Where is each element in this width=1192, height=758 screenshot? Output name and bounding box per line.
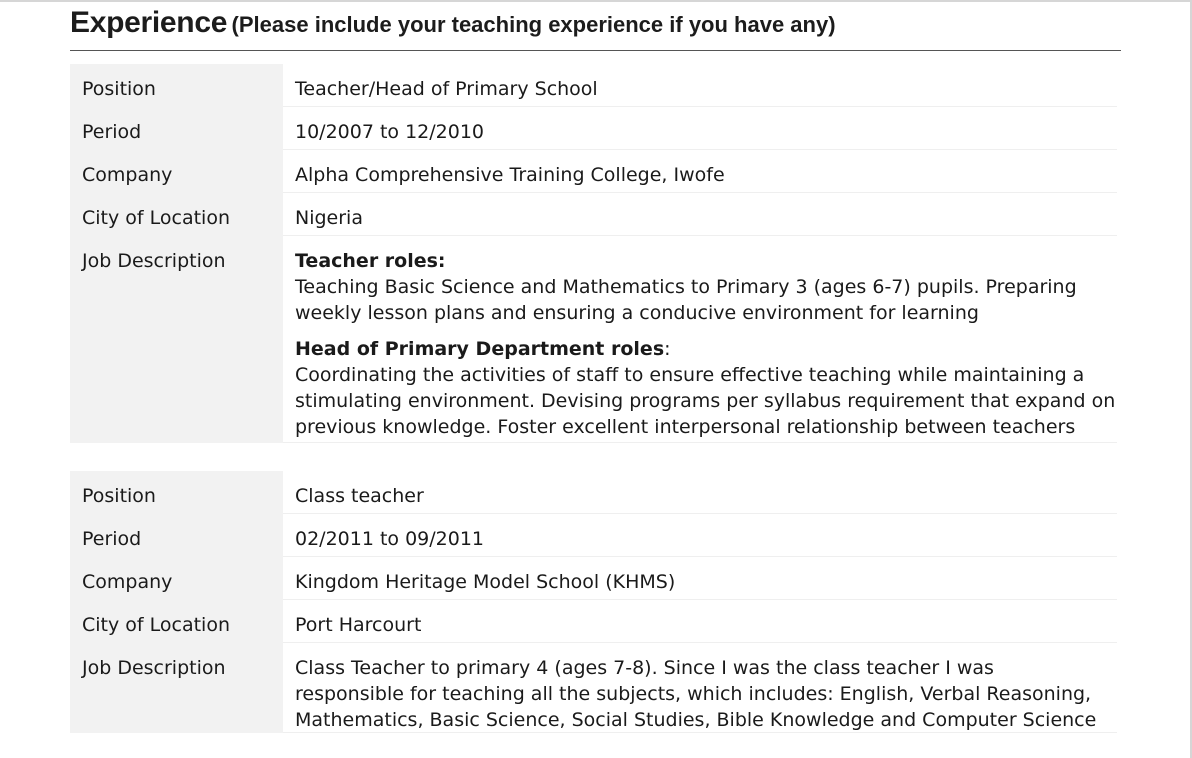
label-city: City of Location — [70, 600, 283, 643]
value-company: Alpha Comprehensive Training College, Iwofe — [283, 150, 1117, 193]
label-position: Position — [70, 64, 283, 107]
row-company — [70, 150, 1117, 193]
value-job-description — [283, 236, 1117, 443]
description-line: Teaching Basic Science and Mathematics to Primary 3 (ages 6-7) pupils. Preparing — [295, 276, 1077, 298]
value-period: 02/2011 to 09/2011 — [283, 514, 1117, 557]
description-line: Mathematics, Basic Science, Social Studies, Bible Knowledge and Computer Science — [295, 709, 1097, 731]
value-period: 10/2007 to 12/2010 — [283, 107, 1117, 150]
row-period — [70, 514, 1117, 557]
role-title: Teacher roles: — [295, 250, 446, 272]
value-job-description — [283, 643, 1117, 733]
row-job-description — [70, 643, 1117, 733]
label-position: Position — [70, 471, 283, 514]
label-company: Company — [70, 557, 283, 600]
page-frame-top — [0, 0, 1192, 2]
role-title: Head of Primary Department roles — [295, 338, 665, 360]
experience-entry-2 — [70, 471, 1117, 733]
row-city — [70, 600, 1117, 643]
role-block-head-of-primary — [295, 336, 1117, 440]
value-city: Nigeria — [283, 193, 1117, 236]
value-city: Port Harcourt — [283, 600, 1117, 643]
label-company: Company — [70, 150, 283, 193]
label-period: Period — [70, 514, 283, 557]
role-block-teacher — [295, 248, 1117, 326]
value-company: Kingdom Heritage Model School (KHMS) — [283, 557, 1117, 600]
row-company — [70, 557, 1117, 600]
row-position — [70, 64, 1117, 107]
description-line: responsible for teaching all the subjects, which includes: English, Verbal Reasoning, — [295, 683, 1092, 705]
row-position — [70, 471, 1117, 514]
description-line: Class Teacher to primary 4 (ages 7-8). Since I was the class teacher I was — [295, 657, 994, 679]
description-line: stimulating environment. Devising programs per syllabus requirement that expand on — [295, 390, 1116, 412]
value-position: Class teacher — [283, 471, 1117, 514]
description-line: weekly lesson plans and ensuring a conducive environment for learning — [295, 302, 979, 324]
experience-entry-1 — [70, 64, 1117, 443]
section-subtitle: (Please include your teaching experience if you have any) — [231, 12, 836, 37]
label-period: Period — [70, 107, 283, 150]
value-position: Teacher/Head of Primary School — [283, 64, 1117, 107]
section-heading — [70, 6, 1120, 40]
description-line: Coordinating the activities of staff to ensure effective teaching while maintaining a — [295, 364, 1085, 386]
heading-underline — [70, 50, 1121, 51]
row-job-description — [70, 236, 1117, 443]
label-job-description: Job Description — [70, 236, 283, 443]
role-title-suffix: : — [664, 338, 671, 360]
row-period — [70, 107, 1117, 150]
row-city — [70, 193, 1117, 236]
label-job-description: Job Description — [70, 643, 283, 733]
description-line: previous knowledge. Foster excellent interpersonal relationship between teachers — [295, 416, 1076, 438]
section-title: Experience — [70, 6, 228, 39]
label-city: City of Location — [70, 193, 283, 236]
role-heading — [295, 248, 1117, 274]
role-heading — [295, 336, 1117, 362]
